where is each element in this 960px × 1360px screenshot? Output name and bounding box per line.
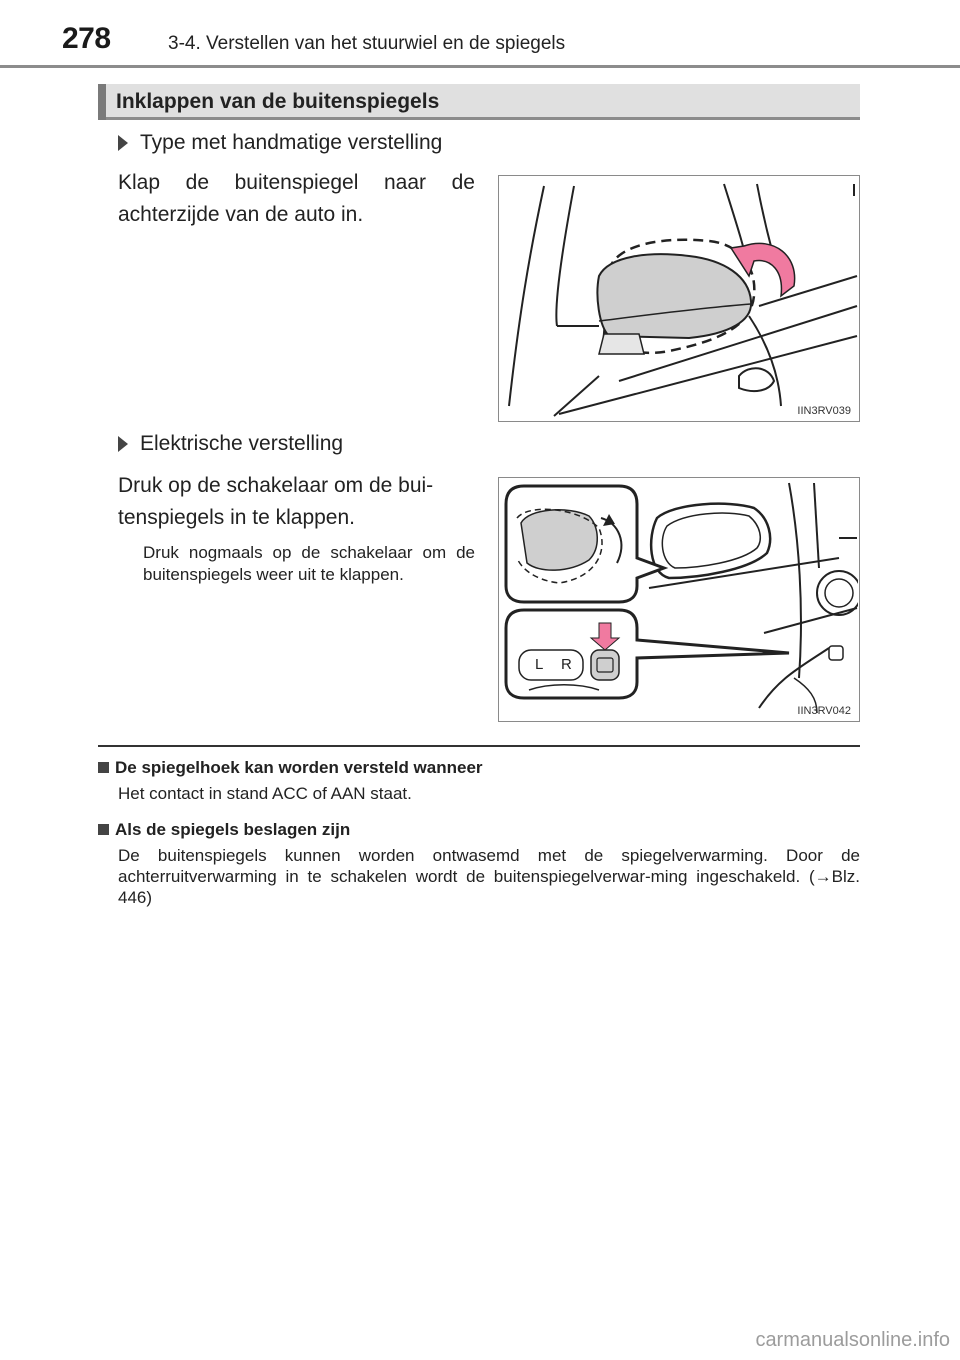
figure-code-manual: IIN3RV039 bbox=[797, 405, 851, 417]
triangle-bullet-icon bbox=[118, 135, 128, 151]
note-fogged-mirrors-title-text: Als de spiegels beslagen zijn bbox=[115, 820, 351, 839]
switch-label-left: L bbox=[535, 656, 544, 673]
electric-type-instruction: Druk op de schakelaar om de bui-tenspiegels in te klappen. bbox=[118, 474, 434, 529]
electric-mirror-illustration bbox=[499, 478, 858, 720]
note-fogged-mirrors-title bbox=[98, 820, 860, 840]
section-bar-accent bbox=[98, 84, 106, 120]
manual-mirror-figure bbox=[498, 175, 860, 422]
note-mirror-angle bbox=[98, 758, 860, 804]
manual-mirror-illustration bbox=[499, 176, 858, 420]
note-fogged-mirrors-body: De buitenspiegels kunnen worden ontwasemd met de spiegelverwarming. Door de achterruitverwarming in te schakelen wordt de buitenspiegelverwar-ming ingeschakeld. (→Blz. 446) bbox=[118, 846, 860, 907]
note-mirror-angle-title bbox=[98, 758, 860, 778]
notes-divider bbox=[98, 745, 860, 747]
page-number: 278 bbox=[62, 22, 111, 55]
electric-type-note: Druk nogmaals op de schakelaar om de buitenspiegels weer uit te klappen. bbox=[143, 543, 475, 584]
note-fogged-mirrors bbox=[98, 820, 860, 908]
chapter-title: 3-4. Verstellen van het stuurwiel en de spiegels bbox=[168, 33, 566, 54]
figure-code-electric: IIN3RV042 bbox=[797, 705, 851, 717]
manual-type-heading bbox=[118, 131, 442, 155]
note-mirror-angle-body: Het contact in stand ACC of AAN staat. bbox=[118, 784, 412, 803]
manual-type-instruction: Klap de buitenspiegel naar de achterzijde van de auto in. bbox=[118, 171, 475, 226]
switch-label-right: R bbox=[561, 656, 572, 673]
square-bullet-icon bbox=[98, 824, 109, 835]
section-title-bar bbox=[98, 84, 860, 120]
electric-mirror-figure bbox=[498, 477, 860, 722]
manual-type-heading-text: Type met handmatige verstelling bbox=[140, 131, 443, 154]
header-rule bbox=[0, 65, 960, 68]
electric-type-heading bbox=[118, 432, 343, 456]
watermark: carmanualsonline.info bbox=[755, 1329, 950, 1351]
note-mirror-angle-title-text: De spiegelhoek kan worden versteld wanneer bbox=[115, 758, 483, 777]
square-bullet-icon bbox=[98, 762, 109, 773]
triangle-bullet-icon bbox=[118, 436, 128, 452]
section-title: Inklappen van de buitenspiegels bbox=[116, 90, 440, 113]
electric-type-heading-text: Elektrische verstelling bbox=[140, 432, 344, 455]
